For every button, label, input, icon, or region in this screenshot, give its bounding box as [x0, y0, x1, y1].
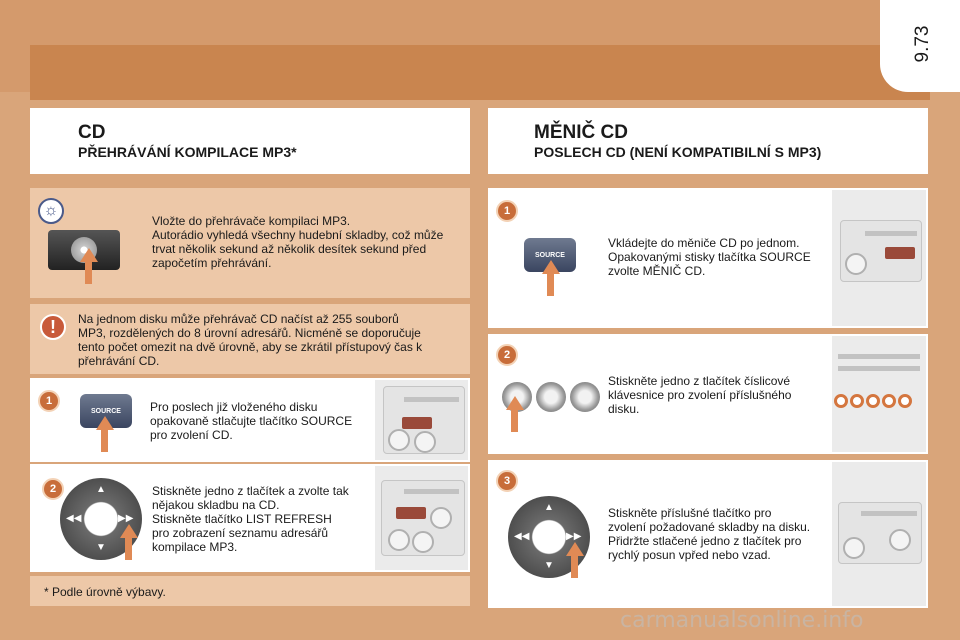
- left-step2-text: Stiskněte jedno z tlačítek a zvolte tak nějakou skladbu na CD. Stiskněte tlačítko LIST REFRESH pro zobrazení seznamu adresářů kompilace MP3.: [152, 484, 349, 554]
- right-title: MĚNIČ CD: [534, 122, 628, 143]
- warning-icon: !: [40, 314, 66, 340]
- right-step3-box: [488, 460, 928, 608]
- volume-knob: [388, 429, 410, 451]
- number-key-icon: [850, 394, 864, 408]
- cd-slot: [838, 354, 920, 359]
- footnote: * Podle úrovně výbavy.: [44, 585, 166, 599]
- left-step1-text: Pro poslech již vloženého disku opakovaně stlačujte tlačítko SOURCE pro zvolení CD.: [150, 400, 353, 442]
- tune-knob: [412, 531, 434, 553]
- arrow-icon: [506, 396, 524, 410]
- warning-box: [30, 304, 470, 374]
- navigation-knob: [889, 529, 911, 551]
- number-key-icon: [898, 394, 912, 408]
- left-title: CD: [78, 122, 106, 143]
- volume-knob: [843, 537, 865, 559]
- down-arrow-icon: ▼: [544, 560, 554, 571]
- arrow-stem: [547, 274, 554, 296]
- arrow-stem: [125, 538, 132, 560]
- source-button-icon: SOURCE: [80, 394, 132, 428]
- arrow-stem: [571, 556, 578, 578]
- tune-knob: [414, 431, 436, 453]
- volume-knob: [388, 529, 410, 551]
- cd-slot: [404, 397, 459, 402]
- arrow-icon: [80, 248, 98, 262]
- right-header: [488, 108, 928, 174]
- cd-slot: [838, 366, 920, 371]
- preset-button-icon: [536, 382, 566, 412]
- step-badge: 1: [38, 390, 60, 412]
- tip-box: [30, 188, 470, 298]
- arrow-icon: [542, 260, 560, 274]
- step-badge: 2: [42, 478, 64, 500]
- up-arrow-icon: ▲: [544, 502, 554, 513]
- tip-text: Vložte do přehrávače kompilaci MP3. Autorádio vyhledá všechny hudební skladby, což může trvat několik sekund až několik desítek sekund před započetím přehrávání.: [152, 214, 444, 270]
- footnote-box: [30, 576, 470, 606]
- right-step2-text: Stiskněte jedno z tlačítek číslicové klávesnice pro zvolení příslušného disku.: [608, 374, 792, 416]
- source-button-icon: SOURCE: [524, 238, 576, 272]
- left-step1-box: [30, 378, 470, 462]
- radio-image: [832, 462, 926, 606]
- step-badge: 2: [496, 344, 518, 366]
- right-step1-box: [488, 188, 928, 328]
- arrow-icon: [96, 416, 114, 430]
- arrow-icon: [120, 524, 138, 538]
- list-refresh-key: [396, 507, 426, 519]
- warning-text: Na jednom disku může přehrávač CD načíst až 255 souborů MP3, rozdělených do 8 úrovní adresářů. Nicméně se doporučuje tento počet omezit na dvě úrovně, aby se zkrátil přístupový čas k přehrávání CD.: [78, 312, 423, 368]
- cd-slot: [865, 231, 917, 236]
- forward-icon: ▶▶: [566, 531, 582, 542]
- radio-image: [375, 380, 468, 460]
- header-band: [30, 45, 930, 100]
- radio-image: [375, 466, 468, 570]
- page-number: 9.73: [912, 25, 933, 63]
- right-step2-box: [488, 334, 928, 454]
- number-key-icon: [882, 394, 896, 408]
- right-step3-text: Stiskněte příslušné tlačítko pro zvolení požadované skladby na disku. Přidržte stlačené jedno z tlačítek pro rychlý posun vpřed nebo vzad.: [608, 506, 811, 562]
- preset-button-icon: [570, 382, 600, 412]
- arrow-stem: [101, 430, 108, 452]
- step-badge: 3: [496, 470, 518, 492]
- number-key-icon: [866, 394, 880, 408]
- source-key: [402, 417, 432, 429]
- right-step1-text: Vkládejte do měniče CD po jednom. Opakovanými stisky tlačítka SOURCE zvolte MĚNIČ CD.: [608, 236, 811, 278]
- arrow-icon: [566, 542, 584, 556]
- down-arrow-icon: ▼: [96, 542, 106, 553]
- volume-knob: [845, 253, 867, 275]
- up-arrow-icon: ▲: [96, 484, 106, 495]
- radio-face: [840, 220, 922, 282]
- cd-slot: [861, 511, 917, 516]
- forward-icon: ▶▶: [118, 513, 134, 524]
- arrow-stem: [85, 262, 92, 284]
- radio-image: [832, 336, 926, 452]
- left-step2-box: [30, 464, 470, 572]
- radio-image: [832, 190, 926, 326]
- radio-face: [838, 502, 922, 564]
- cd-slot: [404, 489, 459, 494]
- sun-icon: ☼: [38, 198, 64, 224]
- radio-face: [383, 386, 465, 454]
- radio-face: [381, 480, 465, 556]
- right-subtitle: POSLECH CD (NENÍ KOMPATIBILNÍ S MP3): [534, 144, 822, 160]
- arrow-stem: [511, 410, 518, 432]
- left-header: [30, 108, 470, 174]
- rewind-icon: ◀◀: [66, 513, 82, 524]
- watermark: carmanualsonline.info: [620, 608, 864, 633]
- step-badge: 1: [496, 200, 518, 222]
- number-key-icon: [834, 394, 848, 408]
- rewind-icon: ◀◀: [514, 531, 530, 542]
- navigation-knob: [430, 507, 452, 529]
- left-subtitle: PŘEHRÁVÁNÍ KOMPILACE MP3*: [78, 144, 297, 160]
- source-key: [885, 247, 915, 259]
